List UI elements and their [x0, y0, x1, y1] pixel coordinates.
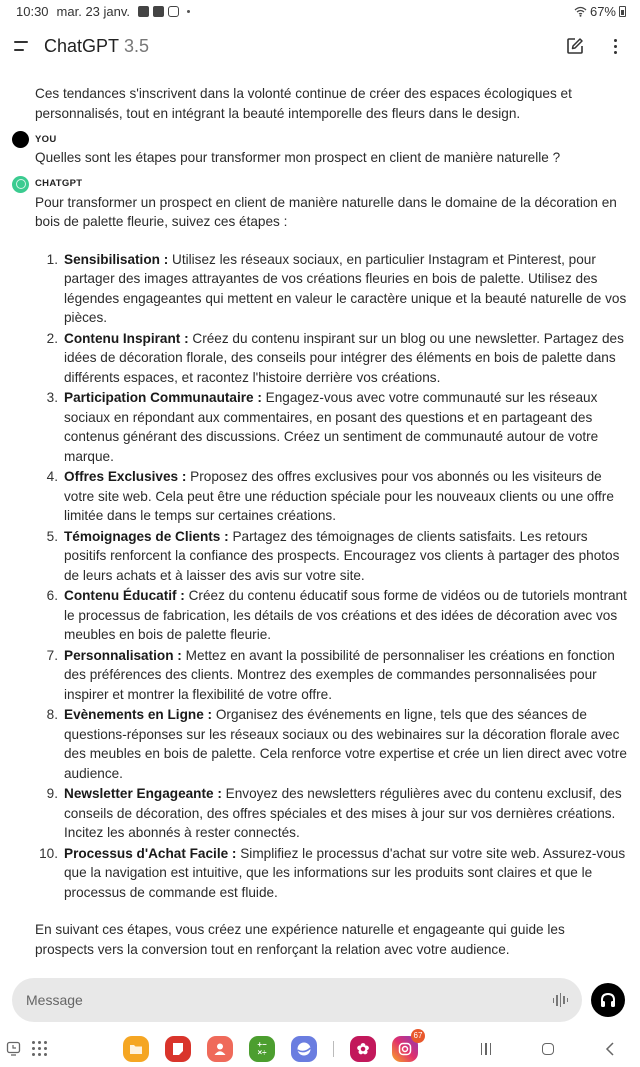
app-bar	[0, 28, 640, 64]
calculator-icon: +− ×÷	[257, 1039, 267, 1057]
step-number: 10.	[39, 845, 58, 861]
sender-label: CHATGPT	[35, 178, 83, 190]
waveform-icon[interactable]	[553, 993, 569, 1007]
app-contacts[interactable]	[207, 1036, 233, 1062]
step-number: 6.	[46, 588, 58, 603]
notification-badge: 67	[411, 1029, 425, 1043]
user-message-header	[12, 131, 640, 148]
new-chat-button[interactable]	[564, 35, 586, 57]
pinned-apps	[123, 1031, 434, 1062]
step-item	[0, 784, 640, 843]
battery-icon	[619, 6, 626, 17]
step-text	[64, 646, 628, 705]
step-item	[0, 646, 640, 705]
instagram-icon	[398, 1042, 412, 1056]
home-icon	[542, 1043, 554, 1055]
step-title: Offres Exclusives :	[64, 469, 187, 484]
status-time: 10:30	[16, 3, 49, 19]
app-gallery[interactable]	[350, 1036, 376, 1062]
chatgpt-logo-icon	[12, 176, 29, 193]
gallery-icon: ✿	[356, 1040, 370, 1058]
app-instagram[interactable]	[392, 1031, 423, 1062]
step-number: 5.	[46, 528, 58, 544]
step-title: Personnalisation :	[64, 647, 182, 663]
step-text	[64, 586, 628, 645]
step-text	[64, 705, 628, 783]
user-avatar	[12, 131, 29, 148]
recent-apps-panel-icon[interactable]	[6, 1041, 22, 1057]
step-title: Témoignages de Clients :	[64, 528, 229, 544]
app-notes[interactable]	[165, 1036, 191, 1062]
step-body: Envoyez des newsletters régulières avec du contenu exclusif, des conseils de décoration, des offres spéciales et des mises à jour sur vos dernières créations. Incitez les abonnés à rester connectés.	[64, 786, 622, 840]
more-notifications-icon	[187, 10, 190, 13]
contacts-icon	[213, 1042, 227, 1056]
status-date: mar. 23 janv.	[56, 3, 131, 19]
menu-icon[interactable]	[14, 41, 30, 51]
notification-icons	[138, 6, 190, 17]
step-title: Newsletter Engageante :	[64, 786, 222, 801]
step-text	[64, 527, 628, 586]
step-text	[64, 250, 628, 328]
step-title: Processus d'Achat Facile :	[64, 845, 237, 861]
assistant-message-header	[12, 176, 640, 193]
gallery-icon	[138, 6, 149, 17]
step-body: Utilisez les réseaux sociaux, en particulier Instagram et Pinterest, pour partager des images attrayantes de vos créations fleuries en bois de palette. Utilisez des légendes engageantes qui mettent en valeur le caractère unique et la beauté naturelle de vos pièces.	[64, 251, 627, 325]
step-body: Engagez-vous avec votre communauté sur les réseaux sociaux en répondant aux commentaires, en posant des questions et en partageant des contenus générant des discussions. Créez un sentiment de communauté autour de votre marque.	[64, 390, 599, 464]
app-my-files[interactable]	[123, 1036, 149, 1062]
status-right	[574, 4, 626, 19]
step-number: 7.	[46, 647, 58, 663]
step-title: Participation Communautaire :	[64, 390, 262, 405]
home-button[interactable]	[517, 1043, 579, 1055]
step-number: 3.	[46, 390, 58, 405]
step-number: 2.	[46, 330, 58, 346]
step-title: Contenu Inspirant :	[64, 330, 189, 346]
step-title: Sensibilisation :	[64, 251, 169, 267]
recents-icon	[481, 1043, 492, 1055]
system-navigation	[455, 1042, 640, 1056]
app-internet[interactable]	[291, 1036, 317, 1062]
internet-icon	[296, 1041, 312, 1057]
step-number: 8.	[46, 707, 58, 722]
more-vertical-icon	[614, 39, 617, 54]
app-drawer-icon[interactable]	[32, 1041, 47, 1056]
step-item	[0, 586, 640, 645]
step-number: 1.	[46, 251, 58, 267]
sender-label: YOU	[35, 133, 57, 145]
app-icon	[153, 6, 164, 17]
step-text	[64, 784, 628, 843]
chat-thread	[0, 84, 640, 959]
step-item	[0, 250, 640, 328]
edit-icon	[566, 37, 584, 55]
battery-percent: 67%	[589, 3, 616, 19]
voice-mode-button[interactable]	[591, 983, 625, 1017]
my-files-icon	[129, 1043, 143, 1055]
back-icon	[605, 1042, 615, 1056]
step-title: Contenu Éducatif :	[64, 588, 185, 603]
step-body: Créez du contenu inspirant sur un blog ou une newsletter. Partagez des idées de décoration florale, des conseils pour intégrer des éléments en bois de palette dans différents espaces, et racontez l'histoire derrière vos créations.	[64, 330, 624, 385]
recents-button[interactable]	[455, 1043, 517, 1055]
step-text	[64, 467, 628, 526]
steps-list	[0, 250, 640, 903]
user-message-text: Quelles sont les étapes pour transformer mon prospect en client de manière naturelle ?	[35, 150, 561, 165]
step-item	[0, 527, 640, 586]
back-button[interactable]	[579, 1042, 640, 1056]
message-composer	[12, 978, 582, 1022]
step-body: Proposez des offres exclusives pour vos abonnés ou les visiteurs de votre site web. Cela peut être une réduction spéciale pour les nouveaux clients ou une offre limitée dans le temps sur certaines créations.	[64, 469, 614, 523]
status-bar	[0, 0, 640, 22]
step-number: 9.	[46, 786, 58, 801]
app-title: ChatGPT	[44, 35, 120, 56]
step-text	[64, 844, 628, 903]
step-body: Organisez des événements en ligne, tels que des séances de questions-réponses sur les réseaux sociaux ou des webinaires sur la décoration florale avec des meubles en bois de palette. Cela renforce votre expertise et crée un lien direct avec votre audience.	[64, 707, 627, 781]
step-item	[0, 705, 640, 783]
headphones-icon	[599, 991, 617, 1009]
wifi-icon	[574, 6, 587, 17]
notes-icon	[172, 1042, 184, 1056]
model-version[interactable]: 3.5	[124, 35, 150, 56]
step-body: Créez du contenu éducatif sous forme de vidéos ou de tutoriels montrant le processus de fabrication, les détails de vos créations et des idées de décoration avec vos meubles en bois de palette fleurie.	[64, 588, 627, 642]
assistant-conclusion: En suivant ces étapes, vous créez une expérience naturelle et engageante qui guide les prospects vers la conversion tout en renforçant la relation avec votre audience.	[35, 922, 565, 957]
taskbar	[0, 1030, 640, 1067]
assistant-intro: Pour transformer un prospect en client de manière naturelle dans le domaine de la décoration en bois de palette fleurie, suivez ces étapes :	[35, 194, 617, 229]
app-calculator[interactable]	[249, 1036, 275, 1062]
more-options-button[interactable]	[604, 35, 626, 57]
step-body: Partagez des témoignages de clients satisfaits. Les retours positifs renforcent la confiance des prospects. Encouragez vos clients à partager des photos de leurs achats et à laisser des avis sur votre site.	[64, 528, 620, 583]
step-text	[64, 388, 628, 466]
step-item	[0, 844, 640, 903]
step-item	[0, 467, 640, 526]
step-item	[0, 388, 640, 466]
instagram-icon	[168, 6, 179, 17]
step-item	[0, 329, 640, 388]
step-number: 4.	[46, 469, 58, 484]
taskbar-divider	[333, 1041, 334, 1057]
step-body: Mettez en avant la possibilité de personnaliser les créations en fonction des préférences des clients. Montrez des exemples de commandes personnalisées pour inspirer et montrer la flexibilité de votre offre.	[64, 647, 615, 702]
step-text	[64, 329, 628, 388]
step-body: Simplifiez le processus d'achat sur votre site web. Assurez-vous que la navigation est intuitive, que les informations sur les produits sont claires et que le processus de commande est fluide.	[64, 845, 626, 900]
previous-message-tail: Ces tendances s'inscrivent dans la volonté continue de créer des espaces écologiques et personnalisés, tout en intégrant la beauté intemporelle des fleurs dans le design.	[35, 86, 572, 121]
step-title: Evènements en Ligne :	[64, 707, 213, 722]
message-input[interactable]	[26, 992, 553, 1008]
